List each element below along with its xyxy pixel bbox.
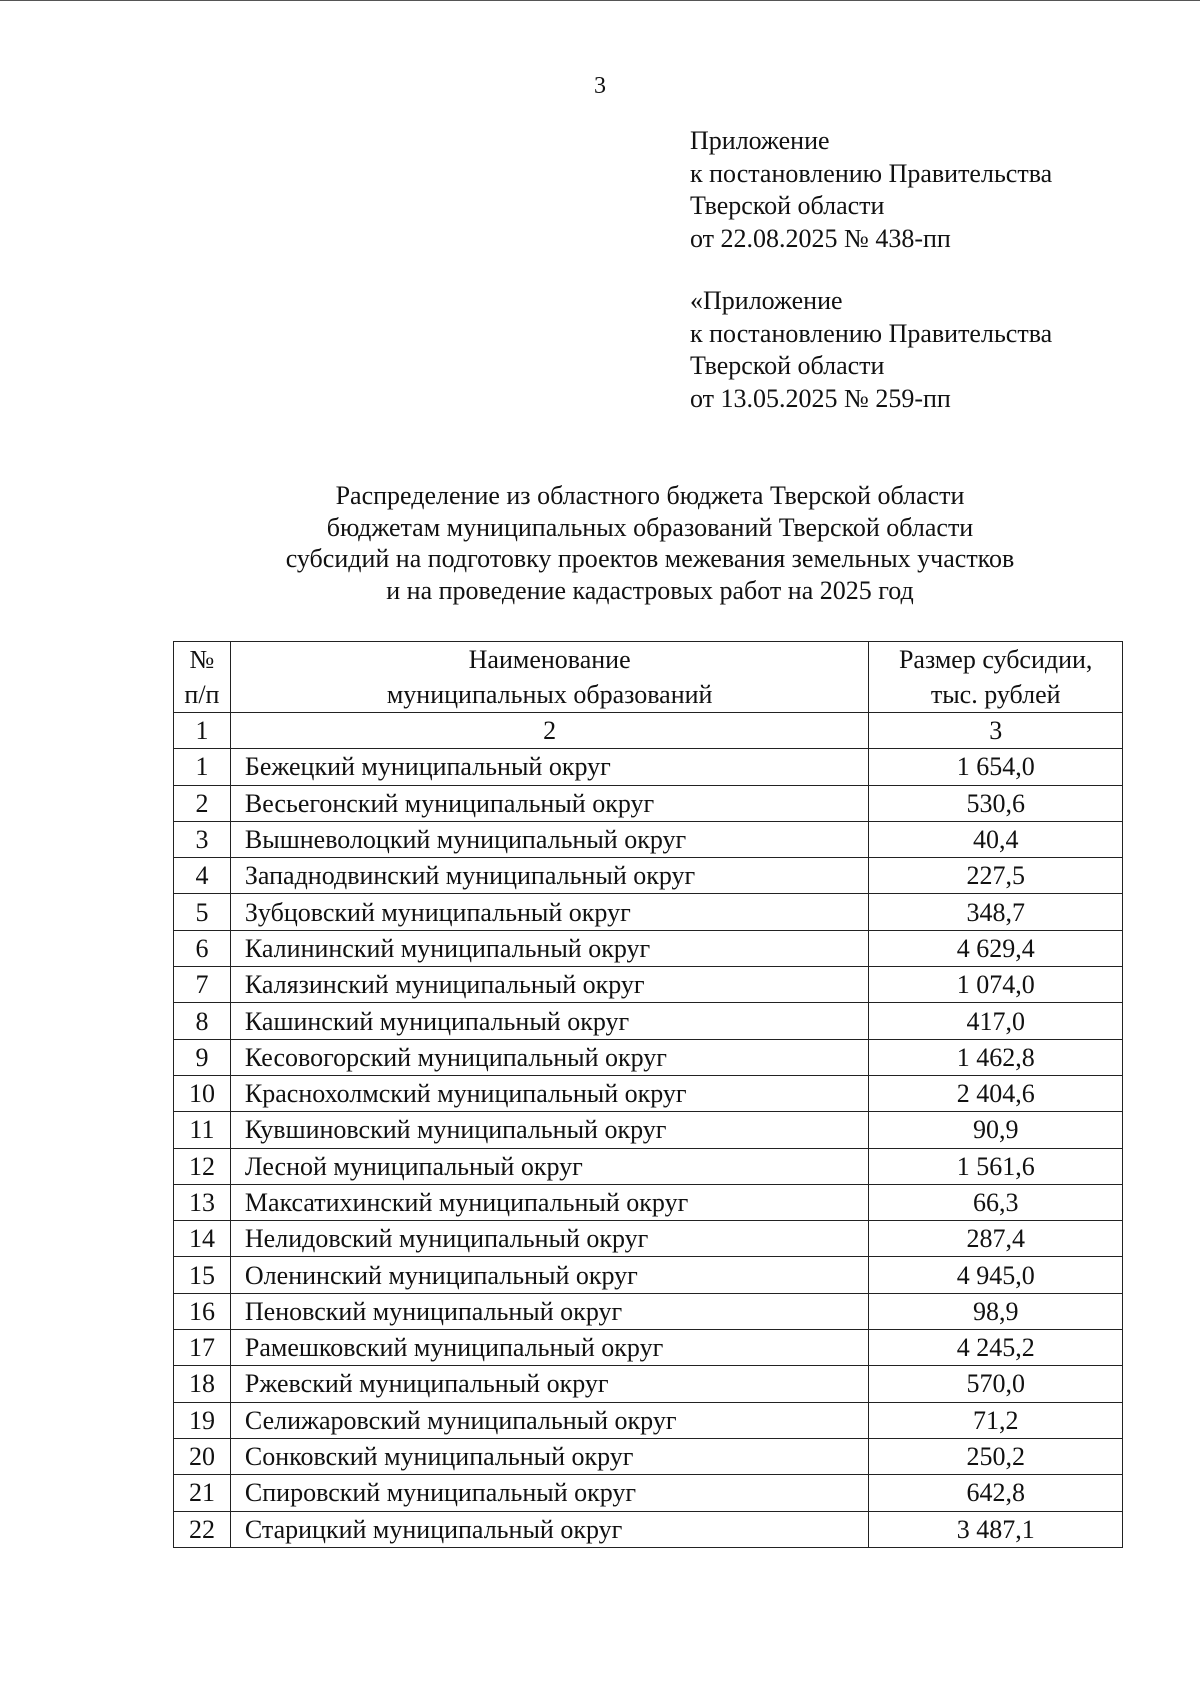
appendix-header-original (690, 285, 1170, 415)
header-name-line: Наименование (468, 645, 631, 674)
municipality-name: Оленинский муниципальный округ (230, 1257, 868, 1293)
municipality-name: Максатихинский муниципальный округ (230, 1184, 868, 1220)
header-name (230, 642, 868, 713)
table-row (174, 1184, 1123, 1220)
municipality-name: Калининский муниципальный округ (230, 930, 868, 966)
municipality-name: Вышневолоцкий муниципальный округ (230, 821, 868, 857)
table-row (174, 1475, 1123, 1511)
row-number: 3 (174, 821, 231, 857)
municipality-name: Ржевский муниципальный округ (230, 1366, 868, 1402)
table-row (174, 1366, 1123, 1402)
subsidy-amount: 227,5 (869, 858, 1123, 894)
table-row (174, 930, 1123, 966)
appendix-line: «Приложение (690, 286, 843, 315)
municipality-name: Калязинский муниципальный округ (230, 967, 868, 1003)
header-num (174, 642, 231, 713)
table-row (174, 1402, 1123, 1438)
subsidy-amount: 66,3 (869, 1184, 1123, 1220)
title-line: субсидий на подготовку проектов межевания земельных участков (285, 544, 1015, 573)
row-number: 20 (174, 1438, 231, 1474)
title-line: бюджетам муниципальных образований Тверской области (326, 512, 974, 542)
appendix-line: к постановлению Правительства (690, 318, 1053, 348)
row-number: 14 (174, 1221, 231, 1257)
subsidy-amount: 530,6 (869, 785, 1123, 821)
table-row (174, 1112, 1123, 1148)
municipality-name: Спировский муниципальный округ (230, 1475, 868, 1511)
row-number: 1 (174, 749, 231, 785)
table-row (174, 749, 1123, 785)
municipality-name: Нелидовский муниципальный округ (230, 1221, 868, 1257)
subsidy-amount: 1 462,8 (869, 1039, 1123, 1075)
subsidy-amount: 1 654,0 (869, 749, 1123, 785)
subsidy-amount: 1 561,6 (869, 1148, 1123, 1184)
table-row (174, 1511, 1123, 1547)
subsidy-amount: 287,4 (869, 1221, 1123, 1257)
table-header-row (174, 642, 1123, 713)
row-number: 12 (174, 1148, 231, 1184)
header-name-line: муниципальных образований (386, 680, 713, 709)
municipality-name: Кашинский муниципальный округ (230, 1003, 868, 1039)
table-row (174, 1257, 1123, 1293)
appendix-header-current (690, 125, 1170, 255)
table-body (174, 749, 1123, 1548)
table-row (174, 1293, 1123, 1329)
row-number: 8 (174, 1003, 231, 1039)
appendix-line: от 22.08.2025 № 438-пп (690, 223, 951, 253)
subsidy-amount: 90,9 (869, 1112, 1123, 1148)
row-number: 13 (174, 1184, 231, 1220)
row-number: 4 (174, 858, 231, 894)
header-value-line: тыс. рублей (930, 680, 1061, 709)
municipality-name: Пеновский муниципальный округ (230, 1293, 868, 1329)
municipality-name: Лесной муниципальный округ (230, 1148, 868, 1184)
page-number: 3 (594, 73, 606, 99)
municipality-name: Кесовогорский муниципальный округ (230, 1039, 868, 1075)
table-row (174, 858, 1123, 894)
subsidies-table (173, 641, 1123, 1548)
municipality-name: Краснохолмский муниципальный округ (230, 1075, 868, 1111)
header-value (869, 642, 1123, 713)
subsidy-amount: 4 245,2 (869, 1330, 1123, 1366)
subsidy-amount: 4 629,4 (869, 930, 1123, 966)
row-number: 16 (174, 1293, 231, 1329)
row-number: 15 (174, 1257, 231, 1293)
column-number: 3 (869, 713, 1123, 749)
row-number: 5 (174, 894, 231, 930)
table-row (174, 1148, 1123, 1184)
table-row (174, 894, 1123, 930)
row-number: 10 (174, 1075, 231, 1111)
title-line: и на проведение кадастровых работ на 2025 год (386, 575, 914, 605)
appendix-line: Тверской области (690, 191, 885, 220)
appendix-line: к постановлению Правительства (690, 158, 1053, 188)
row-number: 6 (174, 930, 231, 966)
municipality-name: Старицкий муниципальный округ (230, 1511, 868, 1547)
subsidy-amount: 1 074,0 (869, 967, 1123, 1003)
appendix-line: от 13.05.2025 № 259-пп (690, 383, 951, 413)
row-number: 18 (174, 1366, 231, 1402)
row-number: 7 (174, 967, 231, 1003)
table-row (174, 785, 1123, 821)
header-value-line: Размер субсидии, (898, 645, 1093, 674)
municipality-name: Селижаровский муниципальный округ (230, 1402, 868, 1438)
title-line: Распределение из областного бюджета Тверской области (335, 481, 965, 510)
row-number: 19 (174, 1402, 231, 1438)
subsidy-amount: 250,2 (869, 1438, 1123, 1474)
municipality-name: Рамешковский муниципальный округ (230, 1330, 868, 1366)
subsidy-amount: 348,7 (869, 894, 1123, 930)
row-number: 17 (174, 1330, 231, 1366)
table-row (174, 1221, 1123, 1257)
row-number: 9 (174, 1039, 231, 1075)
header-num-line: № (189, 645, 215, 674)
row-number: 2 (174, 785, 231, 821)
table-row (174, 967, 1123, 1003)
table-row (174, 1075, 1123, 1111)
header-num-line: п/п (184, 680, 220, 709)
subsidy-amount: 71,2 (869, 1402, 1123, 1438)
table-row (174, 1003, 1123, 1039)
table-row (174, 1330, 1123, 1366)
column-number: 2 (230, 713, 868, 749)
table-row (174, 1039, 1123, 1075)
appendix-line: Приложение (690, 126, 830, 155)
column-numbers-row (174, 713, 1123, 749)
municipality-name: Зубцовский муниципальный округ (230, 894, 868, 930)
table-row (174, 821, 1123, 857)
row-number: 22 (174, 1511, 231, 1547)
row-number: 21 (174, 1475, 231, 1511)
municipality-name: Бежецкий муниципальный округ (230, 749, 868, 785)
column-number: 1 (174, 713, 231, 749)
subsidy-amount: 3 487,1 (869, 1511, 1123, 1547)
subsidy-amount: 4 945,0 (869, 1257, 1123, 1293)
subsidy-amount: 570,0 (869, 1366, 1123, 1402)
row-number: 11 (174, 1112, 231, 1148)
document-title (0, 480, 1200, 606)
subsidy-amount: 417,0 (869, 1003, 1123, 1039)
subsidy-amount: 40,4 (869, 821, 1123, 857)
table-row (174, 1438, 1123, 1474)
subsidy-amount: 642,8 (869, 1475, 1123, 1511)
subsidy-amount: 98,9 (869, 1293, 1123, 1329)
appendix-line: Тверской области (690, 351, 885, 380)
subsidy-amount: 2 404,6 (869, 1075, 1123, 1111)
municipality-name: Весьегонский муниципальный округ (230, 785, 868, 821)
municipality-name: Кувшиновский муниципальный округ (230, 1112, 868, 1148)
municipality-name: Западнодвинский муниципальный округ (230, 858, 868, 894)
municipality-name: Сонковский муниципальный округ (230, 1438, 868, 1474)
